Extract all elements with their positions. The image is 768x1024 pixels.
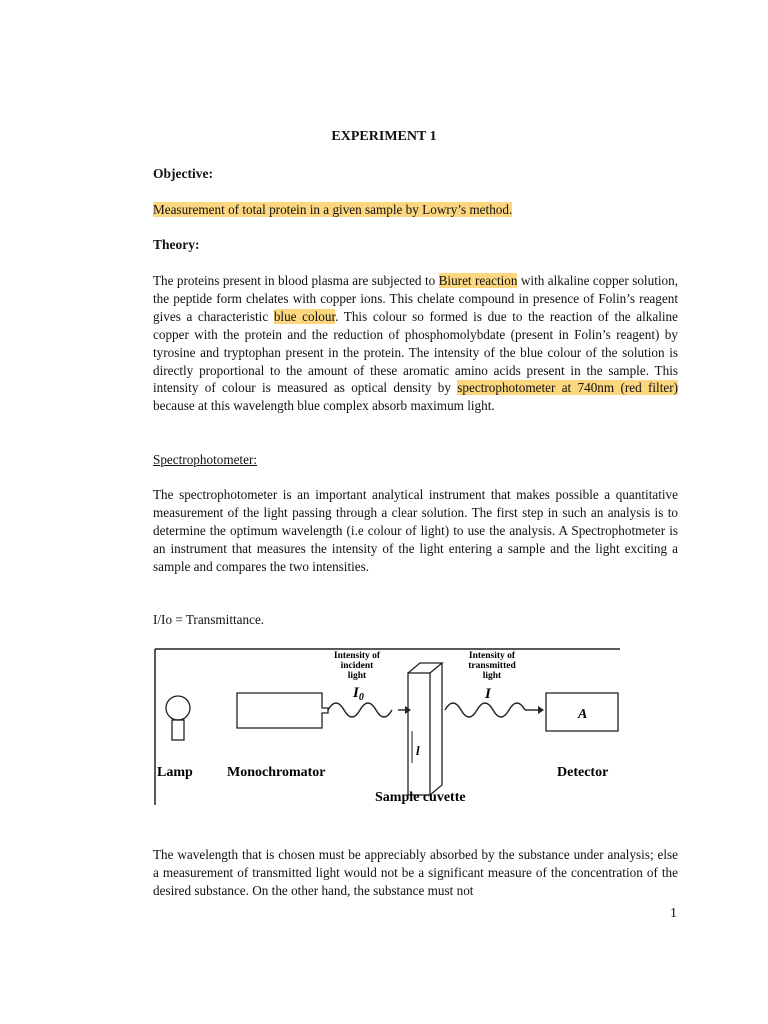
transmitted-label-2: transmitted	[468, 661, 516, 671]
closing-paragraph: The wavelength that is chosen must be appreciably absorbed by the substance under analysis; else a measurement of transmitted light would not be a significant measure of the concentration of the desired substance. On the other hand, the substance must not	[153, 847, 678, 898]
theory-paragraph	[153, 272, 678, 415]
incident-label-3: light	[347, 671, 367, 681]
theory-text-1: The proteins present in blood plasma are subjected to	[153, 273, 439, 288]
transmitted-arrow-head	[538, 706, 544, 714]
transmitted-label-3: light	[482, 671, 502, 681]
theory-text-2: with alkaline copper solution, the peptide form chelates with copper ions. This chelate compound in presence of Folin’s reagent gives a characteristic	[153, 273, 679, 324]
spectrophotometer-diagram	[150, 645, 630, 810]
biuret-highlight: Biuret reaction	[438, 273, 518, 288]
page-number: 1	[670, 906, 677, 921]
path-length-label: l	[416, 743, 420, 758]
objective-highlight: Measurement of total protein in a given sample by Lowry’s method.	[153, 202, 513, 217]
transmitted-light-wave	[445, 703, 525, 717]
lamp-label: Lamp	[157, 765, 193, 780]
incident-symbol: $I_0$	[353, 685, 364, 703]
cuvette-label: Sample cuvette	[375, 790, 466, 805]
spectrophotometer-heading: Spectrophotometer:	[153, 452, 258, 467]
incident-label-2: incident	[340, 661, 374, 671]
absorbance-symbol: A	[578, 707, 588, 722]
lamp-icon	[166, 696, 190, 740]
objective-heading: Objective:	[153, 166, 213, 181]
blue-colour-highlight: blue colour	[273, 308, 336, 324]
transmittance-formula: I/Io = Transmittance.	[153, 612, 265, 627]
theory-heading: Theory:	[153, 237, 200, 252]
transmitted-symbol: I	[485, 686, 491, 702]
theory-text-4: because at this wavelength blue complex absorb maximum light.	[153, 398, 495, 414]
transmitted-label-1: Intensity of	[468, 651, 516, 661]
monochromator-label: Monochromator	[227, 765, 326, 780]
incident-label-1: Intensity of	[333, 651, 381, 661]
page-title: EXPERIMENT 1	[331, 129, 437, 144]
sample-cuvette	[408, 663, 442, 795]
spectrophotometer-highlight: spectrophotometer at 740nm (red filter)	[457, 380, 678, 396]
objective-text	[153, 201, 678, 219]
spectrophotometer-paragraph: The spectrophotometer is an important analytical instrument that makes possible a quantitative measurement of the light passing through a clear solution. The first step in such an analysis is to determine the optimum wavelength (i.e colour of light) to use the analysis. A Spectrophotmeter is an instrument that measures the intensity of the light entering a sample and the light exciting a sample and compares the two intensities.	[153, 487, 678, 574]
incident-light-wave	[328, 703, 392, 717]
theory-text-3: . This colour so formed is due to the reaction of the alkaline copper with the protein and the reduction of phosphomolybdate (present in Folin’s reagent) by tyrosine and tryptophan present in the protein. The intensity of the blue colour of the solution is directly proportional to the amount of these aromatic amino acids present in the sample. This intensity of colour is measured as optical density by	[153, 308, 678, 396]
detector-label: Detector	[557, 765, 609, 780]
monochromator-box	[237, 693, 328, 728]
